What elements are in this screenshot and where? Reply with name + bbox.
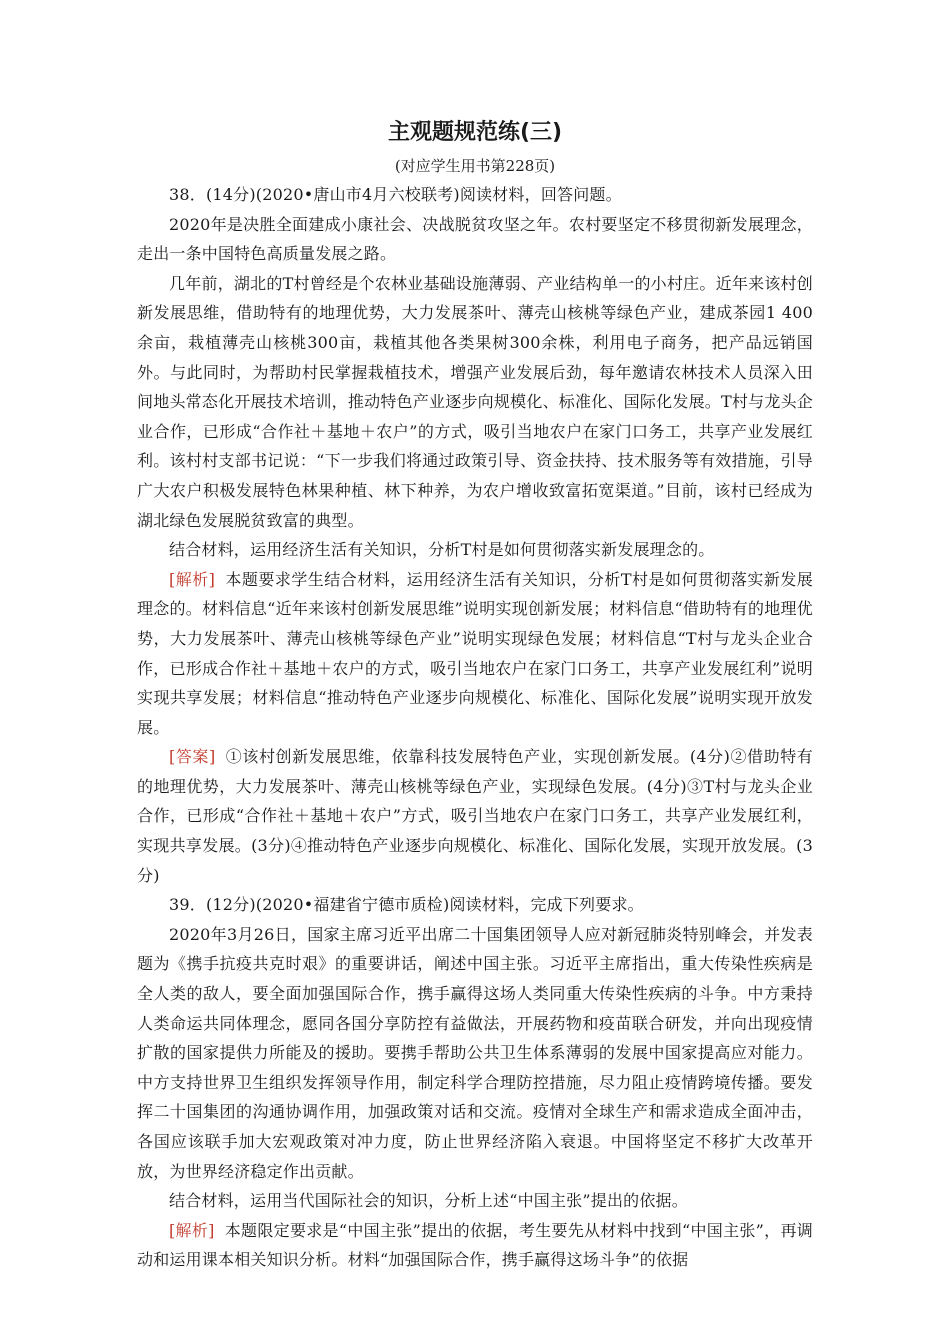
analysis-tag: [解析] — [169, 1220, 215, 1240]
q38-analysis-text: 本题要求学生结合材料，运用经济生活有关知识，分析T村是如何贯彻落实新发展理念的。材料信息“近年来该村创新发展思维”说明实现创新发展；材料信息“借助特有的地理优势，大力发展茶叶、薄壳山核桃等绿色产业”说明实现绿色发展；材料信息“T村与龙头企业合作，已形成合作社＋基地＋农户的方式，吸引当地农户在家门口务工，共享产业发展红利”说明实现共享发展；材料信息“推动特色产业逐步向规模化、标准化、国际化发展”说明实现开放发展。 — [137, 569, 813, 737]
document-body — [137, 180, 813, 1275]
page-subtitle: (对应学生用书第228页) — [394, 157, 556, 175]
q39-analysis — [137, 1216, 813, 1275]
q38-question: 结合材料，运用经济生活有关知识，分析T村是如何贯彻落实新发展理念的。 — [169, 540, 715, 560]
q38-material-para-1: 2020年是决胜全面建成小康社会、决战脱贫攻坚之年。农村要坚定不移贯彻新发展理念，走出一条中国特色高质量发展之路。 — [137, 214, 813, 264]
q38-answer — [137, 742, 813, 890]
q39-material-para-1: 2020年3月26日，国家主席习近平出席二十国集团领导人应对新冠肺炎特别峰会，并发表题为《携手抗疫共克时艰》的重要讲话，阐述中国主张。习近平主席指出，重大传染性疾病是全人类的敌人，要全面加强国际合作，携手赢得这场人类同重大传染性疾病的斗争。中方秉持人类命运共同体理念，愿同各国分享防控有益做法，开展药物和疫苗联合研发，并向出现疫情扩散的国家提供力所能及的援助。要携手帮助公共卫生体系薄弱的发展中国家提高应对能力。中方支持世界卫生组织发挥领导作用，制定科学合理防控措施，尽力阻止疫情跨境传播。要发挥二十国集团的沟通协调作用，加强政策对话和交流。疫情对全球生产和需求造成全面冲击，各国应该联手加大宏观政策对冲力度，防止世界经济陷入衰退。中国将坚定不移扩大改革开放，为世界经济稳定作出贡献。 — [137, 924, 813, 1181]
analysis-tag: [解析] — [169, 569, 216, 589]
q39-analysis-text: 本题限定要求是“中国主张”提出的依据，考生要先从材料中找到“中国主张”，再调动和运用课本相关知识分析。材料“加强国际合作，携手赢得这场斗争”的依据 — [137, 1220, 813, 1270]
q39-question: 结合材料，运用当代国际社会的知识，分析上述“中国主张”提出的依据。 — [169, 1191, 688, 1211]
page-title: 主观题规范练(三) — [387, 120, 563, 145]
q38-material-para-2: 几年前，湖北的T村曾经是个农林业基础设施薄弱、产业结构单一的小村庄。近年来该村创新发展思维，借助特有的地理优势，大力发展茶叶、薄壳山核桃等绿色产业，建成茶园1 400余亩，栽植薄壳山核桃300亩，栽植其他各类果树300余株，利用电子商务，把产品远销国外。与此同时，为帮助村民掌握栽植技术，增强产业发展后劲，每年邀请农林技术人员深入田间地头常态化开展技术培训，推动特色产业逐步向规模化、标准化、国际化发展。T村与龙头企业合作，已形成“合作社＋基地＋农户”的方式，吸引当地农户在家门口务工，共享产业发展红利。该村村支部书记说：“下一步我们将通过政策引导、资金扶持、技术服务等有效措施，引导广大农户积极发展特色林果种植、林下种养，为农户增收致富拓宽渠道。”目前，该村已经成为湖北绿色发展脱贫致富的典型。 — [137, 273, 813, 530]
q38-header: 38．(14分)(2020•唐山市4月六校联考)阅读材料，回答问题。 — [169, 185, 622, 204]
q39-header: 39．(12分)(2020•福建省宁德市质检)阅读材料，完成下列要求。 — [169, 895, 644, 915]
answer-tag: [答案] — [169, 747, 216, 767]
q38-analysis — [137, 565, 813, 743]
q38-answer-text: ①该村创新发展思维，依靠科技发展特色产业，实现创新发展。(4分)②借助特有的地理优势，大力发展茶叶、薄壳山核桃等绿色产业，实现绿色发展。(4分)③T村与龙头企业合作，已形成“合作社＋基地＋农户”方式，吸引当地农户在家门口务工，共享产业发展红利，实现共享发展。(3分)④推动特色产业逐步向规模化、标准化、国际化发展，实现开放发展。(3分) — [137, 747, 813, 885]
